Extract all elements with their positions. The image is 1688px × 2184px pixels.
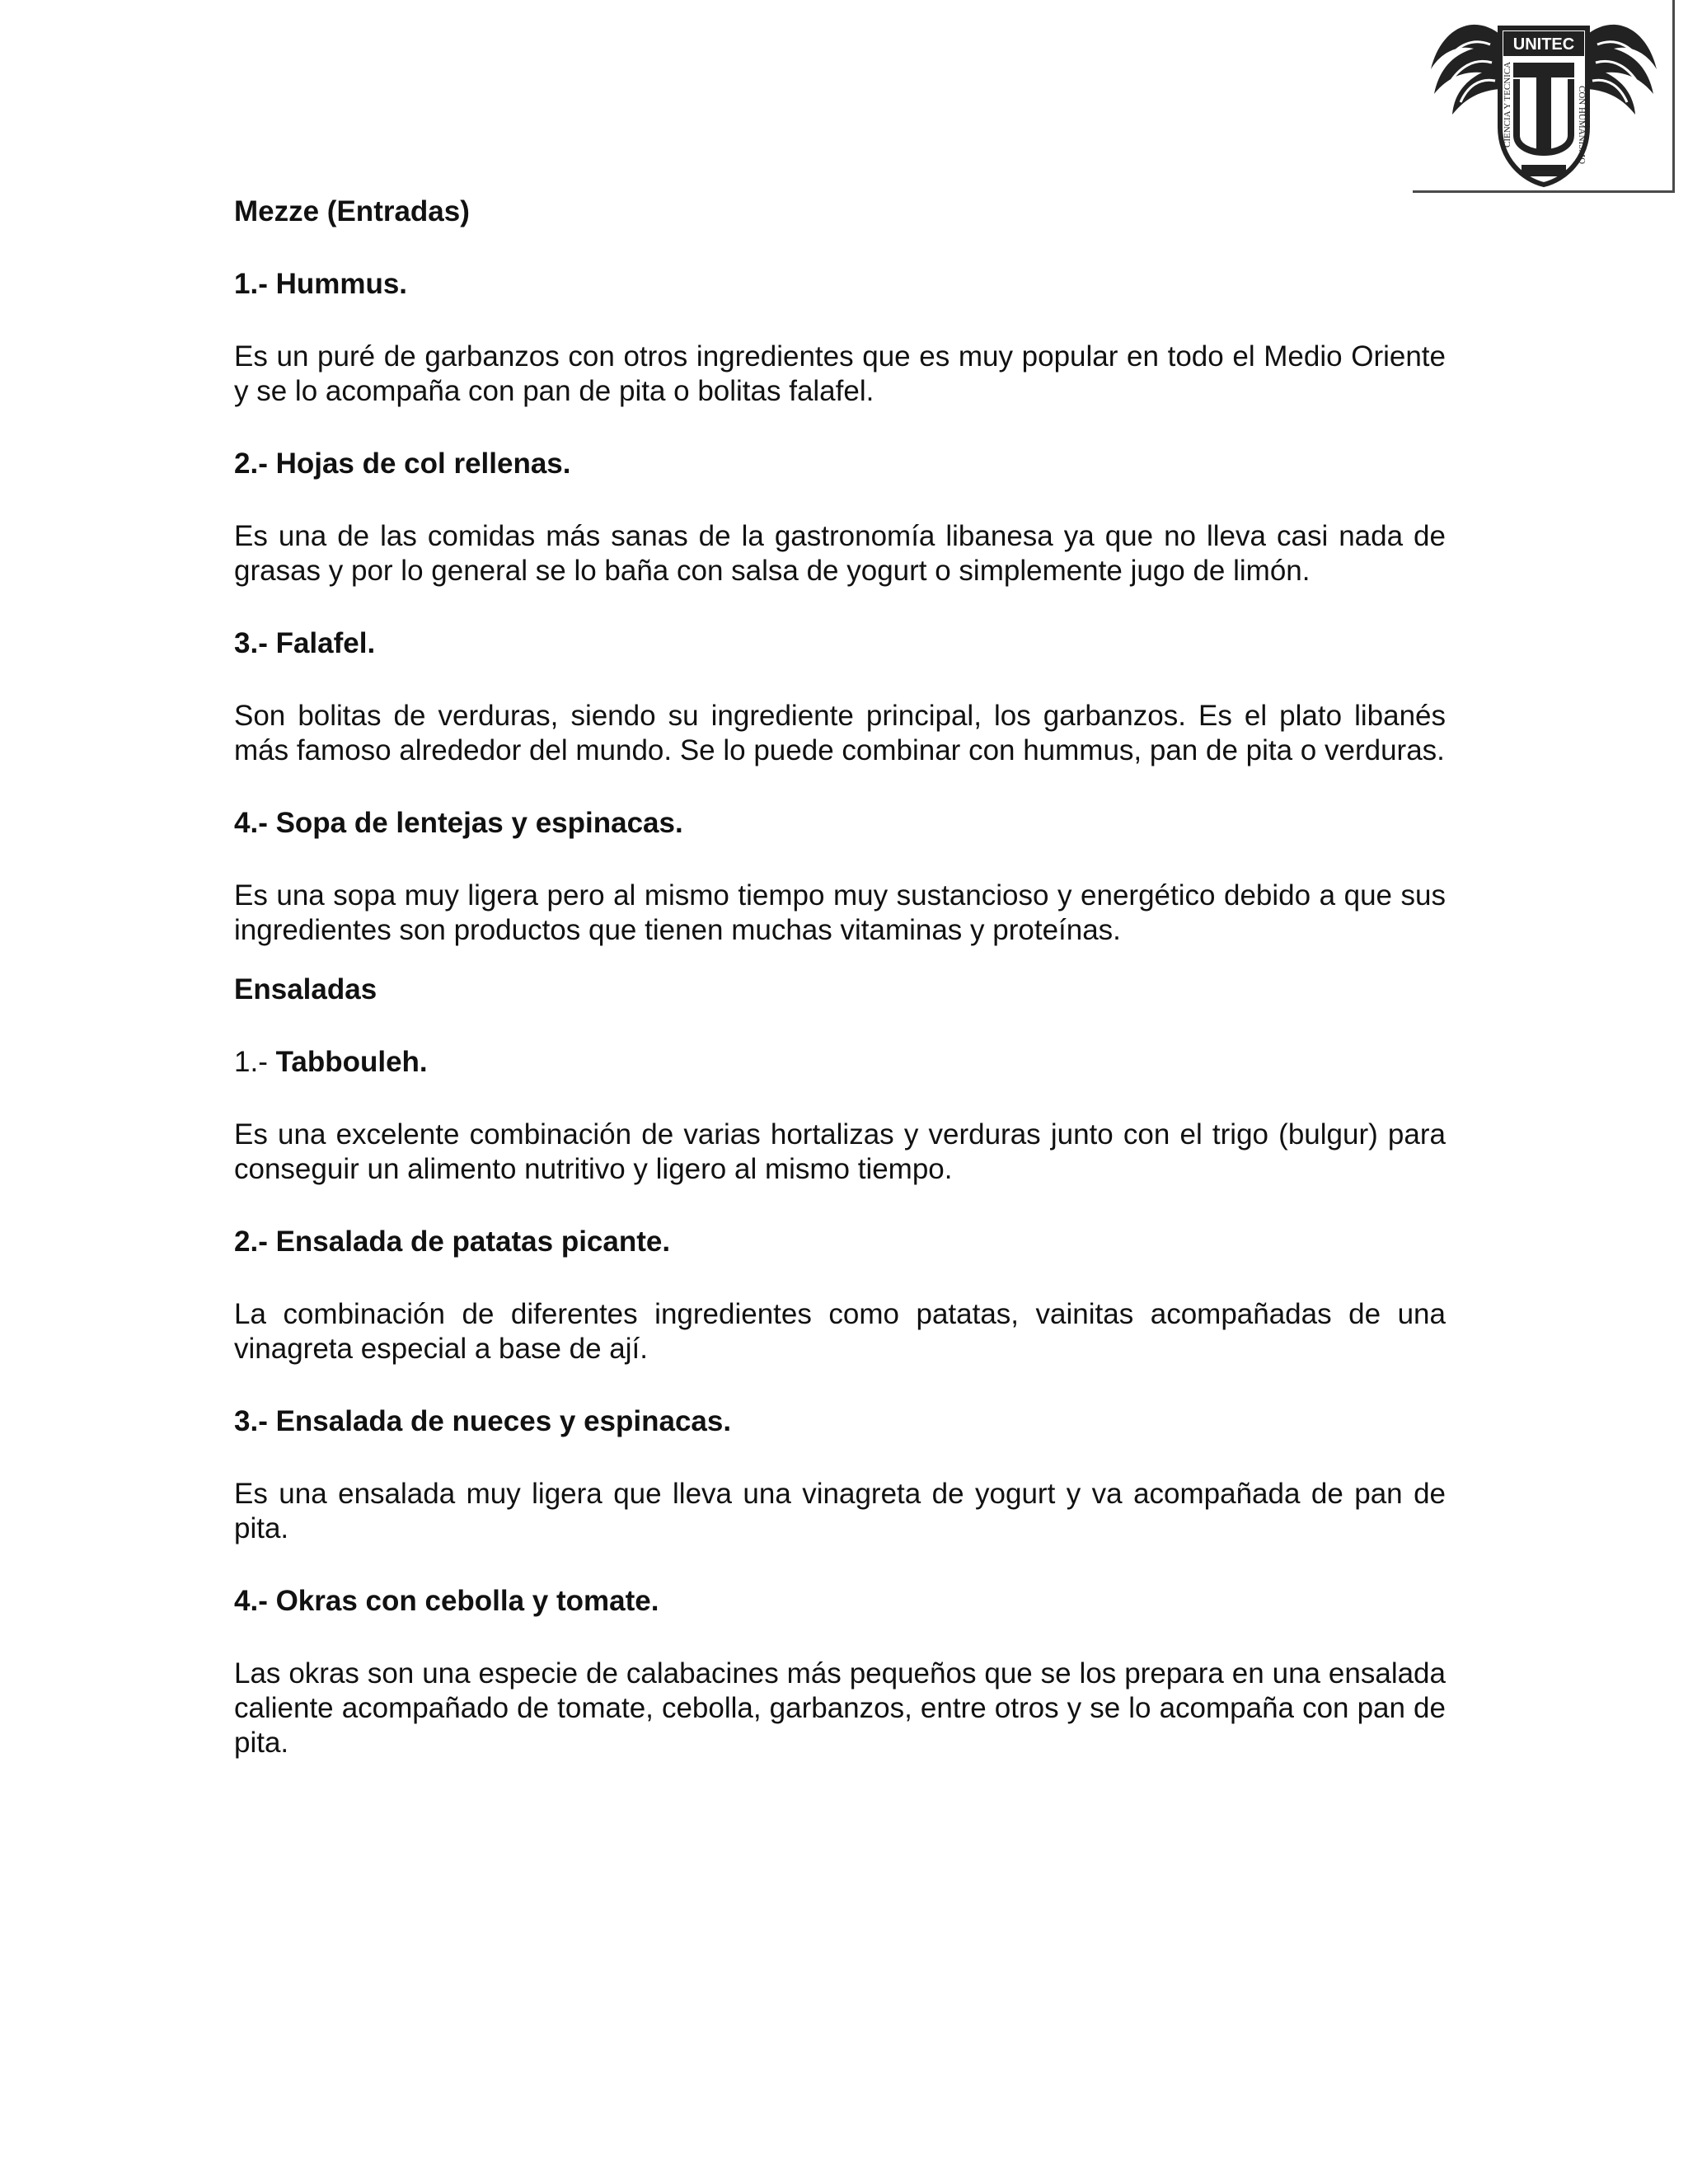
logo-brand-text: UNITEC [1512, 35, 1575, 54]
item-heading: 3.- Falafel. [234, 627, 376, 659]
item-heading: 3.- Ensalada de nueces y espinacas. [234, 1405, 732, 1437]
item-heading: 2.- Ensalada de patatas picante. [234, 1226, 671, 1258]
item-body: La combinación de diferentes ingredientes como patatas, vainitas acompañadas de una vinagreta especial a base de ají. [234, 1298, 1446, 1365]
item-number: 1.- [234, 1046, 276, 1078]
section-title-ensaladas: Ensaladas [234, 973, 377, 1005]
item-heading: 4.- Sopa de lentejas y espinacas. [234, 807, 683, 839]
item-body: Es un puré de garbanzos con otros ingredientes que es muy popular en todo el Medio Oriente y se lo acompaña con pan de pita o bolitas falafel. [234, 340, 1446, 407]
unitec-seal-icon [1424, 3, 1663, 188]
item-heading-text: Tabbouleh. [275, 1046, 428, 1078]
item-heading: 1.- Hummus. [234, 268, 408, 300]
item-heading [234, 1045, 1446, 1080]
item-body: Las okras son una especie de calabacines más pequeños que se los prepara en una ensalada caliente acompañado de tomate, cebolla, garbanzos, entre otros y se lo acompaña con pan de pita. [234, 1657, 1446, 1759]
item-body: Es una ensalada muy ligera que lleva una vinagreta de yogurt y va acompañada de pan de pita. [234, 1478, 1446, 1544]
section-title-entradas: Mezze (Entradas) [234, 195, 470, 227]
document-body [234, 194, 1446, 1760]
logo-motto-left: CIENCIA Y TECNICA [1503, 61, 1512, 148]
item-heading: 4.- Okras con cebolla y tomate. [234, 1585, 659, 1617]
item-body: Es una excelente combinación de varias hortalizas y verduras junto con el trigo (bulgur) para conseguir un alimento nutritivo y ligero al mismo tiempo. [234, 1118, 1446, 1185]
item-heading: 2.- Hojas de col rellenas. [234, 448, 571, 480]
item-body: Son bolitas de verduras, siendo su ingrediente principal, los garbanzos. Es el plato libanés más famoso alrededor del mundo. Se lo puede combinar con hummus, pan de pita o verduras. [234, 700, 1446, 766]
header-logo-frame [1413, 0, 1675, 193]
logo-motto-right: CON HUMANISMO [1577, 86, 1587, 165]
item-body: Es una de las comidas más sanas de la gastronomía libanesa ya que no lleva casi nada de grasas y por lo general se lo baña con salsa de yogurt o simplemente jugo de limón. [234, 520, 1446, 587]
item-body: Es una sopa muy ligera pero al mismo tiempo muy sustancioso y energético debido a que sus ingredientes son productos que tienen muchas vitaminas y proteínas. [234, 879, 1446, 946]
